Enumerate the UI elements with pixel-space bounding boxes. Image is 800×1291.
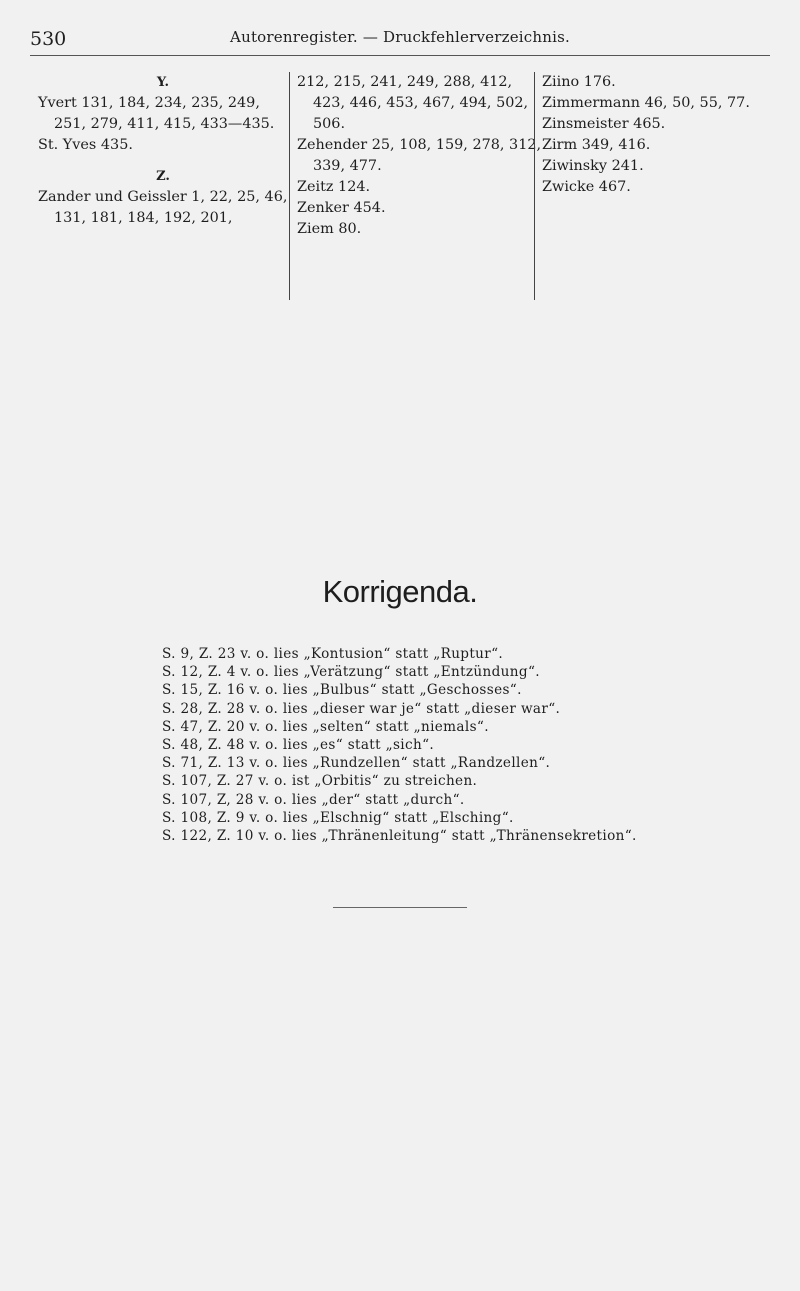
index-letter-heading: Y. [156,75,170,90]
korrigenda-item: S. 47, Z. 20 v. o. lies „selten“ statt „niemals“. [162,718,489,735]
korrigenda-item: S. 71, Z. 13 v. o. lies „Rundzellen“ statt „Randzellen“. [162,755,551,772]
korrigenda-item: S. 9, Z. 23 v. o. lies „Kontusion“ statt „Ruptur“. [162,646,504,662]
index-letter-heading: Z. [156,169,170,184]
index-entry: Zeitz 124. [297,179,371,195]
index-entry: Zinsmeister 465. [542,116,666,132]
running-title: Autorenregister. — Druckfehlerverzeichnis. [230,28,570,46]
spacer [38,156,288,166]
index-column-3 [534,72,797,300]
index-column-2 [289,72,542,300]
korrigenda-item: S. 15, Z. 16 v. o. lies „Bulbus“ statt „Geschosses“. [162,682,522,699]
korrigenda-item: S. 108, Z. 9 v. o. lies „Elschnig“ statt „Elsching“. [162,809,514,826]
index-entry: Zirm 349, 416. [542,137,651,153]
korrigenda-title: Korrigenda. [322,574,478,609]
korrigenda-item: S. 12, Z. 4 v. o. lies „Verätzung“ statt „Entzündung“. [162,664,540,681]
korrigenda-item: S. 107, Z. 27 v. o. ist „Orbitis“ zu streichen. [162,773,478,790]
index-entry: St. Yves 435. [38,137,133,153]
korrigenda-item: S. 122, Z. 10 v. o. lies „Thränenleitung“ statt „Thränensekretion“. [162,828,637,845]
index-entry: Ziem 80. [297,221,362,237]
index-entry: Zehender 25, 108, 159, 278, 312, 339, 477. [297,137,542,174]
index-entry: Zander und Geissler 1, 22, 25, 46, 131, 181, 184, 192, 201, [38,189,288,226]
korrigenda-list [162,645,792,845]
index-entry: Zenker 454. [297,200,386,216]
index-entry: Ziino 176. [542,74,616,90]
index-entry: 212, 215, 241, 249, 288, 412, 423, 446, 453, 467, 494, 502, 506. [297,74,529,132]
page-number: 530 [30,28,67,50]
korrigenda-item: S. 107, Z, 28 v. o. lies „der“ statt „durch“. [162,791,465,808]
index-entry: Zimmermann 46, 50, 55, 77. [542,95,750,111]
index-entry: Yvert 131, 184, 234, 235, 249, 251, 279, 411, 415, 433—435. [38,95,275,132]
korrigenda-item: S. 48, Z. 48 v. o. lies „es“ statt „sich“. [162,737,435,754]
index-column-1 [38,72,288,229]
bottom-rule [333,907,467,908]
header-rule [30,55,770,56]
korrigenda-item: S. 28, Z. 28 v. o. lies „dieser war je“ statt „dieser war“. [162,700,561,717]
index-entry: Ziwinsky 241. [542,158,644,174]
index-entry: Zwicke 467. [542,179,631,195]
